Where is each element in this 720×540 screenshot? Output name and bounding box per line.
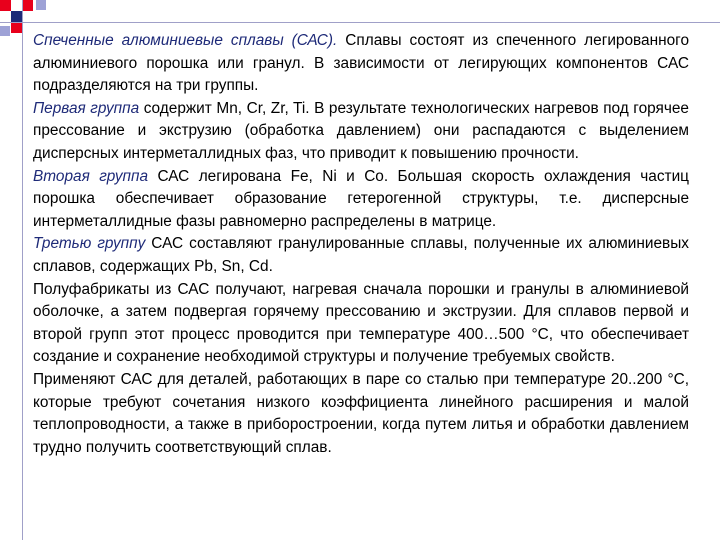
paragraph-group-2: Вторая группа САС легирована Fe, Ni и Co. Большая скорость охлаждения частиц порошка обеспечивает образование гетерогенной структуры, т.е. дисперсные интерметаллидные фазы равномерно распределены в матрице. bbox=[33, 167, 689, 230]
paragraph-group-3: Третью группу САС составляют гранулированные сплавы, полученные их алюминиевых сплавов, содержащих Pb, Sn, Cd. bbox=[33, 235, 689, 275]
term-group-3: Третью группу bbox=[33, 235, 146, 253]
light-blue-square bbox=[0, 26, 10, 36]
blue-square bbox=[11, 11, 22, 22]
red-square bbox=[0, 0, 11, 11]
term-group-2: Вторая группа bbox=[33, 167, 149, 185]
light-blue-square bbox=[36, 0, 46, 10]
paragraph-production: Полуфабрикаты из САС получают, нагревая сначала порошки и гранулы в алюминиевой оболочке, а затем подвергая горячему прессованию и экструзии. Для сплавов первой и второй групп этот процесс проводится при температуре 400…500 °С, что обеспечивает создание и сохранение необходимой структуры и получение требуемых свойств. bbox=[33, 280, 689, 366]
term-group-1: Первая группа bbox=[33, 99, 140, 117]
divider-horizontal bbox=[0, 22, 720, 23]
red-square bbox=[11, 22, 22, 33]
red-square bbox=[22, 0, 33, 11]
paragraph-sas-definition: Спеченные алюминиевые сплавы (САС). Сплавы состоят из спеченного легированного алюминиевого порошка или гранул. В зависимости от легирующих компонентов САС подразделяются на три группы. bbox=[33, 32, 689, 95]
slide-body bbox=[33, 30, 689, 459]
paragraph-application: Применяют САС для деталей, работающих в паре со сталью при температуре 20..200 °С, которые требуют сочетания низкого коэффициента линейного расширения и малой теплопроводности, а также в приборостроении, когда путем литья и обработки давлением трудно получить соответствующий сплав. bbox=[33, 370, 689, 456]
term-sas: Спеченные алюминиевые сплавы (САС). bbox=[33, 32, 338, 49]
paragraph-group-1: Первая группа содержит Mn, Cr, Zr, Ti. В результате технологических нагревов под горячее прессование и экструзию (обработка давлением) они распадаются с выделением дисперсных интерметаллидных фаз, что приводит к повышению прочности. bbox=[33, 99, 689, 162]
divider-vertical bbox=[22, 0, 23, 540]
